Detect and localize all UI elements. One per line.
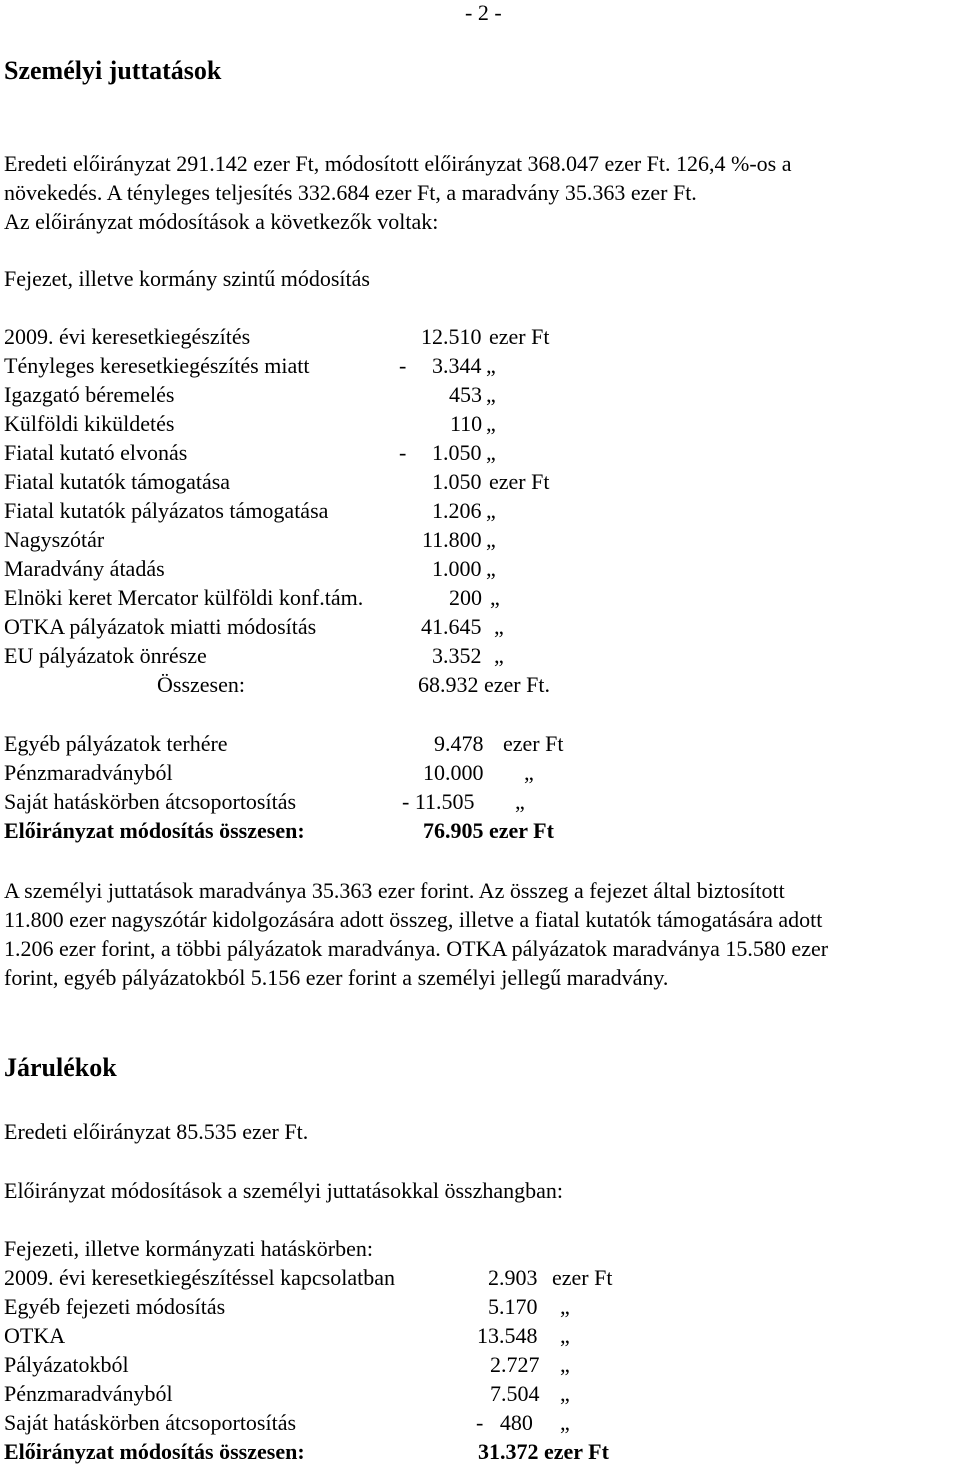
- subheading: Fejezeti, illetve kormányzati hatáskörben:: [4, 1236, 373, 1261]
- paragraph-line: 11.800 ezer nagyszótár kidolgozására adott összeg, illetve a fiatal kutatók támogatására adott: [4, 907, 823, 932]
- page-number: - 2 -: [465, 0, 502, 25]
- section-heading-jarulekok: Járulékok: [4, 1053, 117, 1082]
- paragraph-line: Eredeti előirányzat 85.535 ezer Ft.: [4, 1119, 309, 1144]
- subheading: Fejezet, illetve kormány szintű módosítás: [4, 266, 370, 291]
- paragraph-line: forint, egyéb pályázatokból 5.156 ezer forint a személyi jellegű maradvány.: [4, 965, 669, 990]
- paragraph-line: A személyi juttatások maradványa 35.363 ezer forint. Az összeg a fejezet által biztosított: [4, 878, 785, 903]
- paragraph-line: növekedés. A tényleges teljesítés 332.684 ezer Ft, a maradvány 35.363 ezer Ft.: [4, 180, 697, 205]
- paragraph-line: Az előirányzat módosítások a következők voltak:: [4, 209, 439, 234]
- paragraph-line: Eredeti előirányzat 291.142 ezer Ft, módosított előirányzat 368.047 ezer Ft. 126,4 %-os a: [4, 151, 792, 176]
- paragraph-line: Előirányzat módosítások a személyi juttatásokkal összhangban:: [4, 1178, 564, 1203]
- section-heading-szemelyi: Személyi juttatások: [4, 56, 222, 85]
- paragraph-line: 1.206 ezer forint, a többi pályázatok maradványa. OTKA pályázatok maradványa 15.580 ezer: [4, 936, 829, 961]
